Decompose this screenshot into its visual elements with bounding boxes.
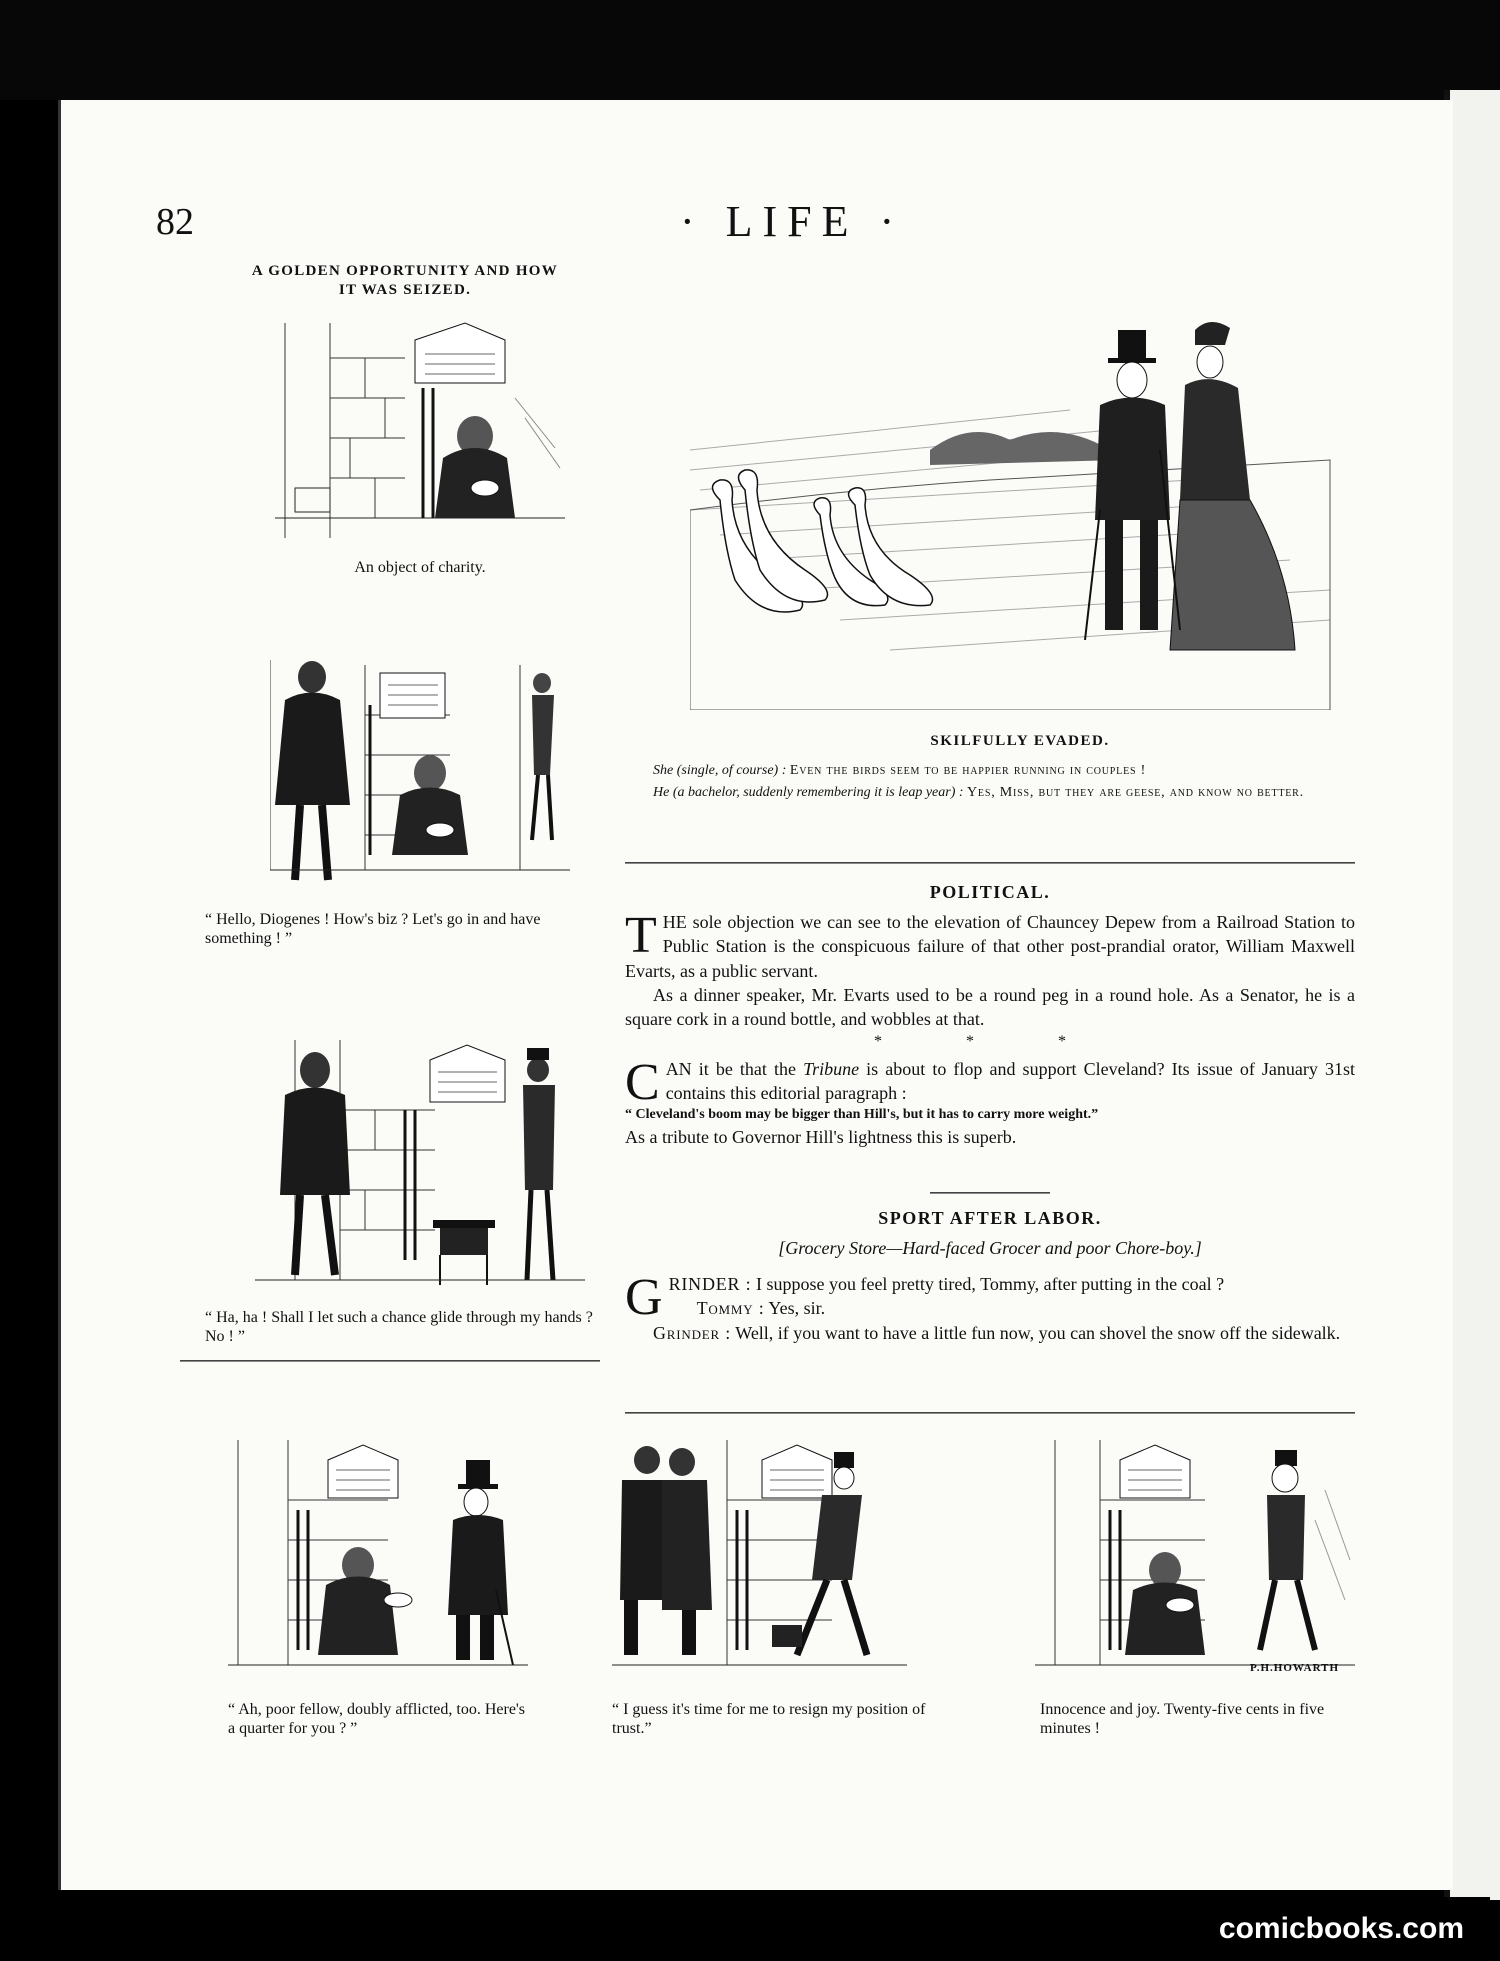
political-quote: “ Cleveland's boom may be bigger than Hill's, but it has to carry more weight.”	[625, 1106, 1099, 1122]
comic-panel-2-illustration	[270, 655, 570, 895]
tommy-speaker: Tommy :	[696, 1298, 765, 1319]
political-article	[625, 907, 1355, 1149]
column-divider	[180, 1360, 600, 1362]
grinder-line-1: I suppose you feel pretty tired, Tommy, after putting in the coal ?	[751, 1274, 1225, 1294]
tommy-line: Yes, sir.	[764, 1298, 826, 1319]
comic-caption-2: “ Hello, Diogenes ! How's biz ? Let's go in and have something ! ”	[205, 911, 541, 948]
tribune-italic: Tribune	[803, 1059, 860, 1080]
sport-after-labor-setting: [Grocery Store—Hard-faced Grocer and poor Chore-boy.]	[778, 1238, 1202, 1258]
grinder-dropcap-g: G	[625, 1269, 663, 1326]
comic-title-line2: IT WAS SEIZED.	[338, 281, 472, 298]
comic-panel-5-illustration	[612, 1440, 907, 1675]
she-line: Even the birds seem to be happier running in couples !	[789, 763, 1147, 778]
comic-caption-5: “ I guess it's time for me to resign my position of trust.”	[612, 1701, 926, 1738]
political-dropcap-c: C	[625, 1054, 660, 1112]
political-paragraph-3b: is about to flop and support Cleveland? Its issue of January 31st contains this editorial paragraph :	[665, 1059, 1355, 1104]
comic-panel-4-illustration	[228, 1440, 528, 1675]
comic-panel-1-illustration	[275, 318, 565, 548]
political-paragraph-1: HE sole objection we can see to the elevation of Chauncey Depew from a Railroad Station to Public Station is the conspicuous failure of that other post-prandial orator, William Maxwell Evarts, as a public servant.	[625, 912, 1355, 981]
sport-after-labor-title: SPORT AFTER LABOR.	[878, 1208, 1102, 1228]
comic-title	[210, 262, 600, 300]
page-number: 82	[156, 201, 194, 243]
short-divider	[930, 1192, 1050, 1194]
comic-panel-6-illustration	[1035, 1440, 1355, 1675]
grinder-speaker-2: Grinder :	[653, 1322, 732, 1343]
comic-title-line1: A GOLDEN OPPORTUNITY AND HOW	[251, 263, 559, 279]
artist-signature: P.H.HOWARTH	[1250, 1662, 1340, 1674]
political-title: POLITICAL.	[929, 882, 1051, 902]
comic-caption-4: “ Ah, poor fellow, doubly afflicted, too. Here's a quarter for you ? ”	[228, 1701, 526, 1738]
comic-caption-6: Innocence and joy. Twenty-five cents in five minutes !	[1040, 1701, 1325, 1738]
political-paragraph-2: As a dinner speaker, Mr. Evarts used to be a round peg in a round hole. As a Senator, he is a square cork in a round bottle, and wobbles at that.	[625, 984, 1355, 1030]
comic-panel-3-illustration	[255, 1040, 585, 1305]
political-paragraph-4: As a tribute to Governor Hill's lightness this is superb.	[625, 1126, 1017, 1147]
comic-caption-1: An object of charity.	[354, 559, 486, 576]
political-paragraph-3a: AN it be that the	[665, 1059, 804, 1080]
grinder-speaker-1: RINDER :	[668, 1274, 752, 1294]
skilfully-evaded-title: SKILFULLY EVADED.	[930, 733, 1110, 749]
skilfully-evaded-dialog	[625, 760, 1355, 803]
comic-caption-3: “ Ha, ha ! Shall I let such a chance glide through my hands ? No ! ”	[205, 1309, 593, 1346]
he-line: Yes, Miss, but they are geese, and know no better.	[967, 784, 1304, 800]
political-dropcap-t: T	[625, 907, 657, 964]
she-speaker: She (single, of course) :	[653, 763, 787, 778]
section-divider-2	[625, 1412, 1355, 1414]
sport-after-labor-dialog	[625, 1269, 1355, 1345]
he-speaker: He (a bachelor, suddenly remembering it is leap year) :	[653, 784, 964, 800]
watermark: comicbooks.com	[1150, 1897, 1490, 1961]
section-divider-1	[625, 862, 1355, 864]
masthead: · LIFE ·	[680, 197, 905, 246]
skilfully-evaded-illustration	[690, 310, 1340, 710]
scan-top-border	[0, 0, 1500, 100]
political-asterisks: * * *	[874, 1033, 1106, 1051]
grinder-line-2: Well, if you want to have a little fun now, you can shovel the snow off the sidewalk.	[731, 1322, 1341, 1343]
